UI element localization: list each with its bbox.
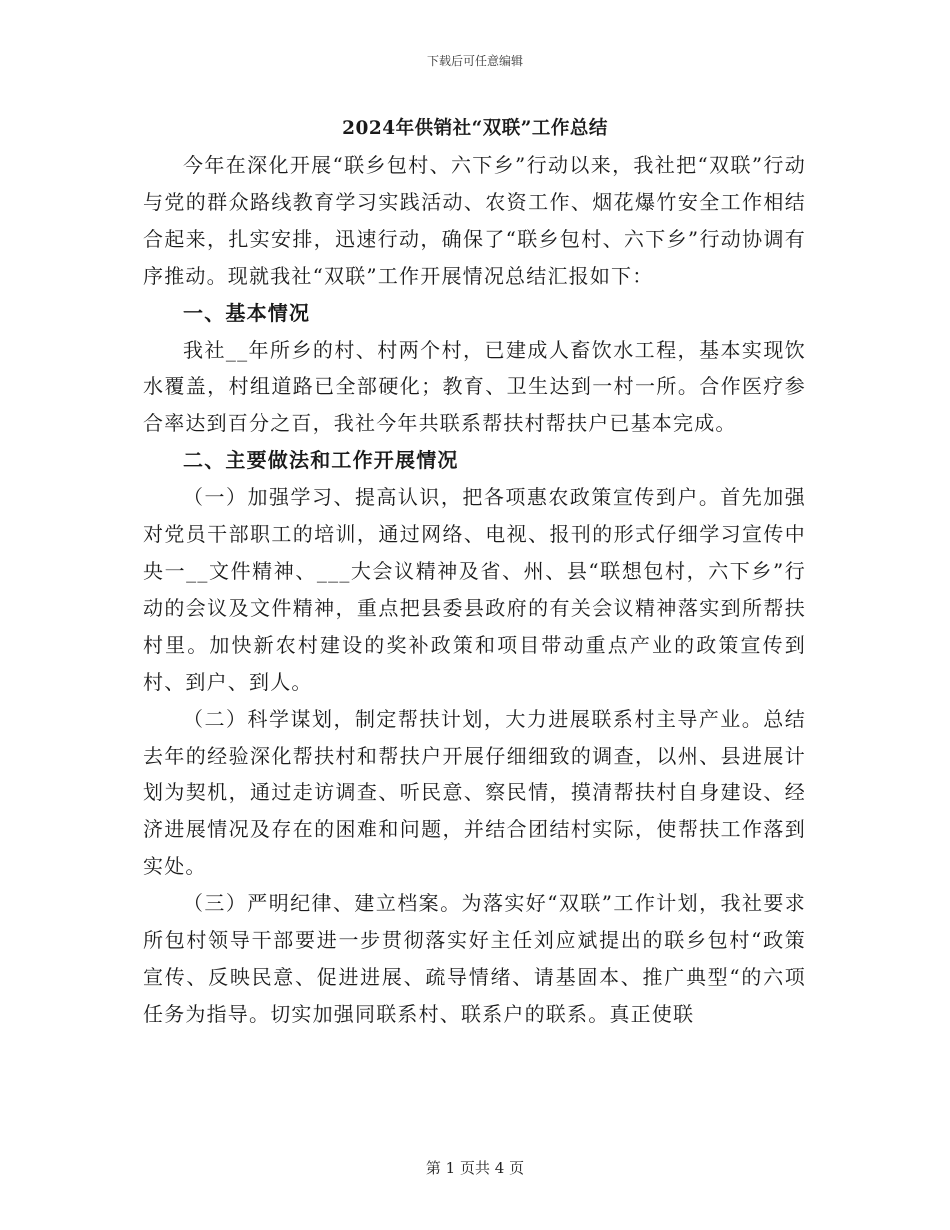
header-note: 下载后可任意编辑 [426, 54, 523, 68]
basic-situation-paragraph: 我社__年所乡的村、村两个村，已建成人畜饮水工程，基本实现饮水覆盖，村组道路已全部硬化；教育、卫生达到一村一所。合作医疗参合率达到百分之百，我社今年共联系帮扶村帮扶户已基本完成。 [143, 337, 806, 436]
practice-paragraph-1: （一）加强学习、提高认识，把各项惠农政策宣传到户。首先加强对党员干部职工的培训，通过网络、电视、报刊的形式仔细学习宣传中央一__文件精神、___大会议精神及省、州、县“联想包村，六下乡”行动的会议及文件精神，重点把县委县政府的有关会议精神落实到所帮扶村里。加快新农村建设的奖补政策和项目带动重点产业的政策宣传到村、到户、到人。 [143, 485, 806, 694]
intro-paragraph: 今年在深化开展“联乡包村、六下乡”行动以来，我社把“双联”行动与党的群众路线教育学习实践活动、农资工作、烟花爆竹安全工作相结合起来，扎实安排，迅速行动，确保了“联乡包村、六下乡”行动协调有序推动。现就我社“双联”工作开展情况总结汇报如下： [143, 153, 806, 288]
document-body [143, 147, 806, 1033]
page-footer: 第 1 页共 4 页 [425, 1159, 525, 1177]
section-heading-practices: 二、主要做法和工作开展情况 [183, 448, 459, 473]
document-title: 2024年供销社“双联”工作总结 [342, 118, 608, 139]
section-heading-basic: 一、基本情况 [183, 300, 311, 325]
practice-paragraph-2: （二）科学谋划，制定帮扶计划，大力进展联系村主导产业。总结去年的经验深化帮扶村和帮扶户开展仔细细致的调查，以州、县进展计划为契机，通过走访调查、听民意、察民情，摸清帮扶村自身建设、经济进展情况及存在的困难和问题，并结合团结村实际，使帮扶工作落到实处。 [143, 706, 806, 879]
practice-paragraph-3: （三）严明纪律、建立档案。为落实好“双联”工作计划，我社要求所包村领导干部要进一步贯彻落实好主任刘应斌提出的联乡包村“政策宣传、反映民意、促进进展、疏导情绪、请基固本、推广典型“的六项任务为指导。切实加强同联系村、联系户的联系。真正使联 [143, 891, 806, 1026]
